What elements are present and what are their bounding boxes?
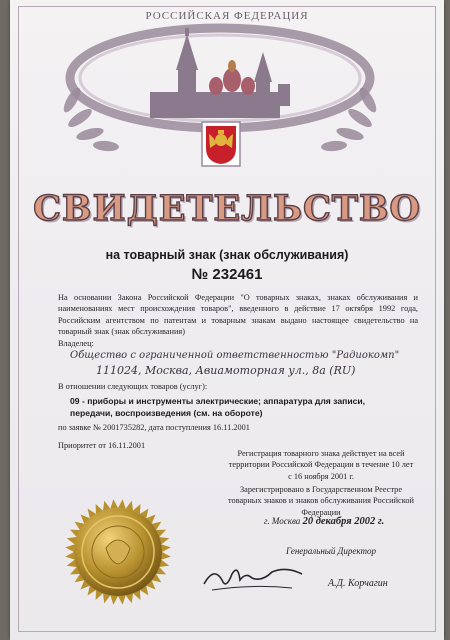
registry-text: Зарегистрировано в Государственном Реестре товарных знаков и знаков обслуживания Российской Федерации: [228, 485, 414, 517]
issue-date-value: 20 декабря 2002 г.: [302, 516, 385, 527]
issue-date: [264, 516, 384, 527]
document-subtitle: на товарный знак (знак обслуживания): [105, 248, 349, 262]
kremlin-emblem-illustration: [10, 0, 444, 190]
owner-address: 111024, Москва, Авиамоторная ул., 8а (RU): [96, 364, 356, 377]
certificate-sheet: [10, 0, 444, 640]
document-title: СВИДЕТЕЛЬСТВО: [33, 188, 421, 229]
director-name: А.Д. Корчагин: [328, 578, 388, 589]
validity-text: Регистрация товарного знака действует на всей территории Российской Федерации в течение 10 лет с 16 ноября 2001 г.: [228, 449, 414, 481]
country-header: РОССИЙСКАЯ ФЕДЕРАЦИЯ: [145, 10, 309, 22]
owner-name: Общество с ограниченной ответственностью "Радиокомп": [70, 350, 400, 361]
director-title: Генеральный Директор: [286, 546, 376, 556]
certificate-number: № 232461: [191, 266, 263, 283]
application-info: по заявке № 2001735282, дата поступления 16.11.2001: [58, 423, 250, 432]
gold-seal-icon: [62, 496, 174, 608]
priority-date: Приоритет от 16.11.2001: [58, 441, 146, 450]
goods-list: 09 - приборы и инструменты электрические; аппаратура для записи, передачи, воспроизведения (см. на обороте): [70, 396, 366, 418]
director-signature: [200, 560, 310, 600]
owner-label: Владелец:: [58, 339, 94, 348]
goods-label: В отношении следующих товаров (услуг):: [58, 382, 208, 391]
issue-place: г. Москва: [264, 516, 301, 526]
preamble-text: На основании Закона Российской Федерации "О товарных знаках, знаках обслуживания и наименованиях мест происхождения товаров", введенного в действие 17 октября 1992 года, Российским агентством по патентам и товарным знакам выдано настоящее свидетельство на товарный знак (знак обслуживания): [58, 293, 418, 337]
